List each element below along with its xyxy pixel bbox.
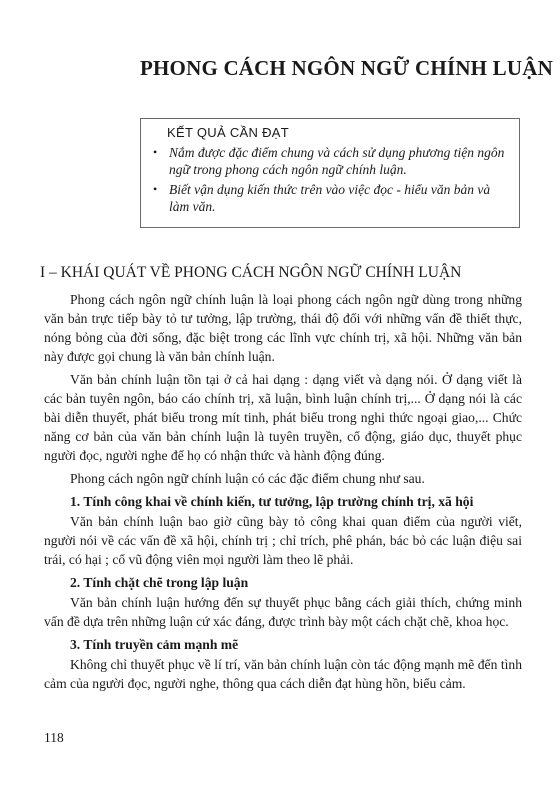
paragraph: Phong cách ngôn ngữ chính luận có các đặc điểm chung như sau. — [70, 471, 425, 486]
objectives-heading: KẾT QUẢ CẦN ĐẠT — [167, 125, 290, 140]
objective-item — [153, 144, 509, 178]
feature-heading: 1. Tính công khai về chính kiến, tư tưởng, lập trường chính trị, xã hội — [70, 494, 474, 509]
section-heading: I – KHÁI QUÁT VỀ PHONG CÁCH NGÔN NGỮ CHÍNH LUẬN — [40, 264, 462, 281]
learning-objectives-box — [140, 118, 520, 228]
body-text — [44, 290, 522, 697]
feature-paragraph: Không chỉ thuyết phục về lí trí, văn bản chính luận còn tác động mạnh mẽ đến tình cảm của người đọc, người nghe, thông qua cách diễn đạt hùng hồn, biểu cảm. — [44, 657, 522, 691]
bullet-icon: • — [153, 182, 158, 196]
feature-paragraph: Văn bản chính luận hướng đến sự thuyết phục bằng cách giải thích, chứng minh vấn đề dựa trên những luận cứ xác đáng, được trình bày một cách chặt chẽ, khoa học. — [44, 595, 522, 629]
objective-item — [153, 181, 509, 215]
objective-text: Nắm được đặc điểm chung và cách sử dụng phương tiện ngôn ngữ trong phong cách ngôn ngữ chính luận. — [169, 145, 505, 177]
feature-heading: 2. Tính chặt chẽ trong lập luận — [70, 575, 249, 590]
page-number: 118 — [44, 730, 64, 745]
chapter-title: PHONG CÁCH NGÔN NGỮ CHÍNH LUẬN — [140, 56, 553, 80]
bullet-icon: • — [153, 145, 158, 159]
paragraph: Văn bản chính luận tồn tại ở cả hai dạng : dạng viết và dạng nói. Ở dạng viết là các bản tuyên ngôn, báo cáo chính trị, xã luận, bình luận chính trị,... Ở dạng nói là các bài diễn thuyết, phát biểu trong mít tinh, phát biểu trong nghi thức ngoại giao,... Chức năng cơ bản của văn bản chính luận là tuyên truyền, cổ động, giáo dục, thuyết phục người đọc, người nghe để họ có nhận thức và hành động đúng. — [44, 372, 522, 463]
objective-text: Biết vận dụng kiến thức trên vào việc đọc - hiểu văn bản và làm văn. — [169, 182, 491, 214]
feature-paragraph: Văn bản chính luận bao giờ cũng bày tỏ công khai quan điểm của người viết, người nói về các vấn đề xã hội, chính trị ; chỉ trích, phê phán, bác bỏ các luận điệu sai trái, có hại ; cổ vũ động viên mọi người làm theo lẽ phải. — [44, 514, 522, 567]
feature-heading: 3. Tính truyền cảm mạnh mẽ — [70, 637, 239, 652]
paragraph: Phong cách ngôn ngữ chính luận là loại phong cách ngôn ngữ dùng trong những văn bản trực tiếp bày tỏ tư tưởng, lập trường, thái độ đối với những vấn đề thiết thực, nóng bỏng của đời sống, đặc biệt trong các lĩnh vực chính trị, xã hội. Những văn bản này được gọi chung là văn bản chính luận. — [44, 292, 522, 364]
